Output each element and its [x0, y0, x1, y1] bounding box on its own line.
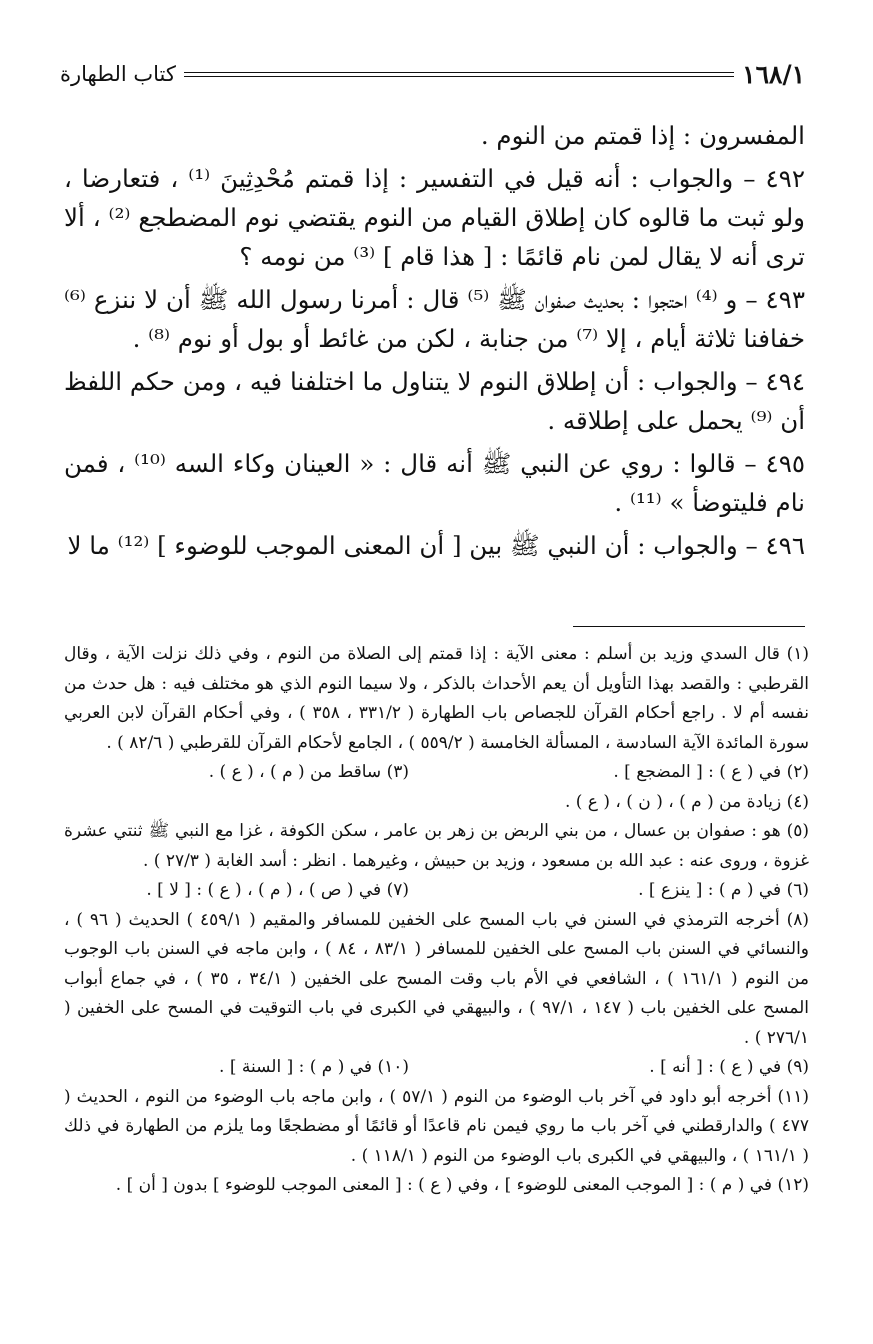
footnote-row-6-7 [64, 876, 809, 906]
main-text [64, 116, 805, 569]
book-title: كتاب الطهارة [60, 62, 176, 86]
paragraph-492: ٤٩٢ – والجواب : أنه قيل في التفسير : إذا قمتم مُحْدِثِينَ ⁽¹⁾ ، فتعارضا ، ولو ثبت ما قالوه كان إطلاق القيام من النوم يقتضي نوم المضطجع ⁽²⁾ ، ألا ترى أنه لا يقال لمن نام قائمًا : [ هذا قام ] ⁽³⁾ من نومه ؟ [64, 164, 806, 271]
footnote-5: (٥) هو : صفوان بن عسال ، من بني الربض بن زهر بن عامر ، سكن الكوفة ، غزا مع النبي ﷺ ثنتي عشرة غزوة ، وروى عنه : عبد الله بن مسعود ، وزيد بن حبيش ، وغيرهما . انظر : أسد الغابة ( ٢٧/٣ ) . [64, 821, 809, 871]
page-number: ١٦٨/١ [742, 59, 805, 89]
footnote-10: (١٠) في ( م ) : [ السنة ] . [219, 1057, 409, 1077]
footnotes [64, 640, 809, 1201]
footnote-8: (٨) أخرجه الترمذي في السنن في باب المسح على الخفين للمسافر والمقيم ( ٤٥٩/١ ) الحديث ( ٩٦ ) ، والنسائي في السنن باب المسح على الخفين للمسافر ( ٨٣/١ ، ٨٤ ) ، وابن ماجه في السنن باب الوجوب من النوم ( ١٦١/١ ) ، الشافعي في الأم باب وقت المسح على الخفين ( ٣٤/١ ، ٣٥ ) ، في جماع أبواب المسح على الخفين باب ( ١٤٧ ، ٩٧/١ ) ، والبيهقي في الكبرى في باب التوقيت في المسح على الخفين ( ٢٧٦/١ ) . [64, 909, 810, 1048]
paragraph-continuation: المفسرون : إذا قمتم من النوم . [480, 121, 805, 150]
footnote-separator [573, 626, 805, 627]
footnote-row-2-3 [64, 758, 809, 788]
footnote-row-9-10 [64, 1053, 809, 1083]
paragraph-496: ٤٩٦ – والجواب : أن النبي ﷺ بين [ أن المعنى الموجب للوضوء ] ⁽¹²⁾ ما لا [67, 531, 805, 560]
footnote-9: (٩) في ( ع ) : [ أنه ] . [649, 1057, 809, 1077]
footnote-2: (٢) في ( ع ) : [ المضجع ] . [613, 762, 809, 782]
paragraph-494: ٤٩٤ – والجواب : أن إطلاق النوم لا يتناول ما اختلفنا فيه ، ومن حكم اللفظ أن ⁽⁹⁾ يحمل على إطلاقه . [64, 367, 805, 435]
paragraph-493: ٤٩٣ – و ⁽⁴⁾ احتجوا : بحديث صفوان ﷺ ⁽⁵⁾ قال : أمرنا رسول الله ﷺ أن لا ننزع ⁽⁶⁾ خفافنا ثلاثة أيام ، إلا ⁽⁷⁾ من جنابة ، لكن من غائط أو بول أو نوم ⁽⁸⁾ . [64, 285, 805, 353]
footnote-6: (٦) في ( م ) : [ ينزع ] . [638, 880, 809, 900]
running-header [60, 58, 805, 90]
footnote-1: (١) قال السدي وزيد بن أسلم : معنى الآية : إذا قمتم إلى الصلاة من النوم ، وفي ذلك نزلت الآية ، وقال القرطبي : والقصد بهذا التأويل أن يعم الأحداث بالذكر ، ولا سيما النوم الذي هو مختلف فيه : هل حدث من نفسه أم لا . راجع أحكام القرآن للجصاص باب الطهارة ( ٣٣١/٢ ، ٣٥٨ ) ، وفي أحكام القرآن لابن العربي سورة المائدة الآية السادسة ، المسألة الخامسة ( ٥٥٩/٢ ) ، الجامع لأحكام القرآن للقرطبي ( ٨٢/٦ ) . [64, 644, 809, 753]
footnote-3: (٣) ساقط من ( م ) ، ( ع ) . [208, 762, 409, 782]
footnote-12: (١٢) في ( م ) : [ الموجب المعنى للوضوء ] ، وفي ( ع ) : [ المعنى الموجب للوضوء ] بدون [ أن ] . [115, 1175, 809, 1195]
header-double-rule [184, 72, 734, 77]
paragraph-495: ٤٩٥ – قالوا : روي عن النبي ﷺ أنه قال : « العينان وكاء السه ⁽¹⁰⁾ ، فمن نام فليتوضأ » ⁽¹¹⁾ . [64, 449, 806, 517]
footnote-7: (٧) في ( ص ) ، ( م ) ، ( ع ) : [ لا ] . [146, 880, 409, 900]
footnote-11: (١١) أخرجه أبو داود في آخر باب الوضوء من النوم ( ٥٧/١ ) ، وابن ماجه باب الوضوء من النوم ، الحديث ( ٤٧٧ ) والدارقطني في آخر باب ما روي فيمن نام قاعدًا أو قائمًا أو مضطجعًا وما يلزم من الطهارة في ذلك ( ١٦١/١ ) ، والبيهقي في الكبرى باب الوضوء من النوم ( ١١٨/١ ) . [64, 1086, 809, 1166]
footnote-4: (٤) زيادة من ( م ) ، ( ن ) ، ( ع ) . [564, 791, 809, 812]
